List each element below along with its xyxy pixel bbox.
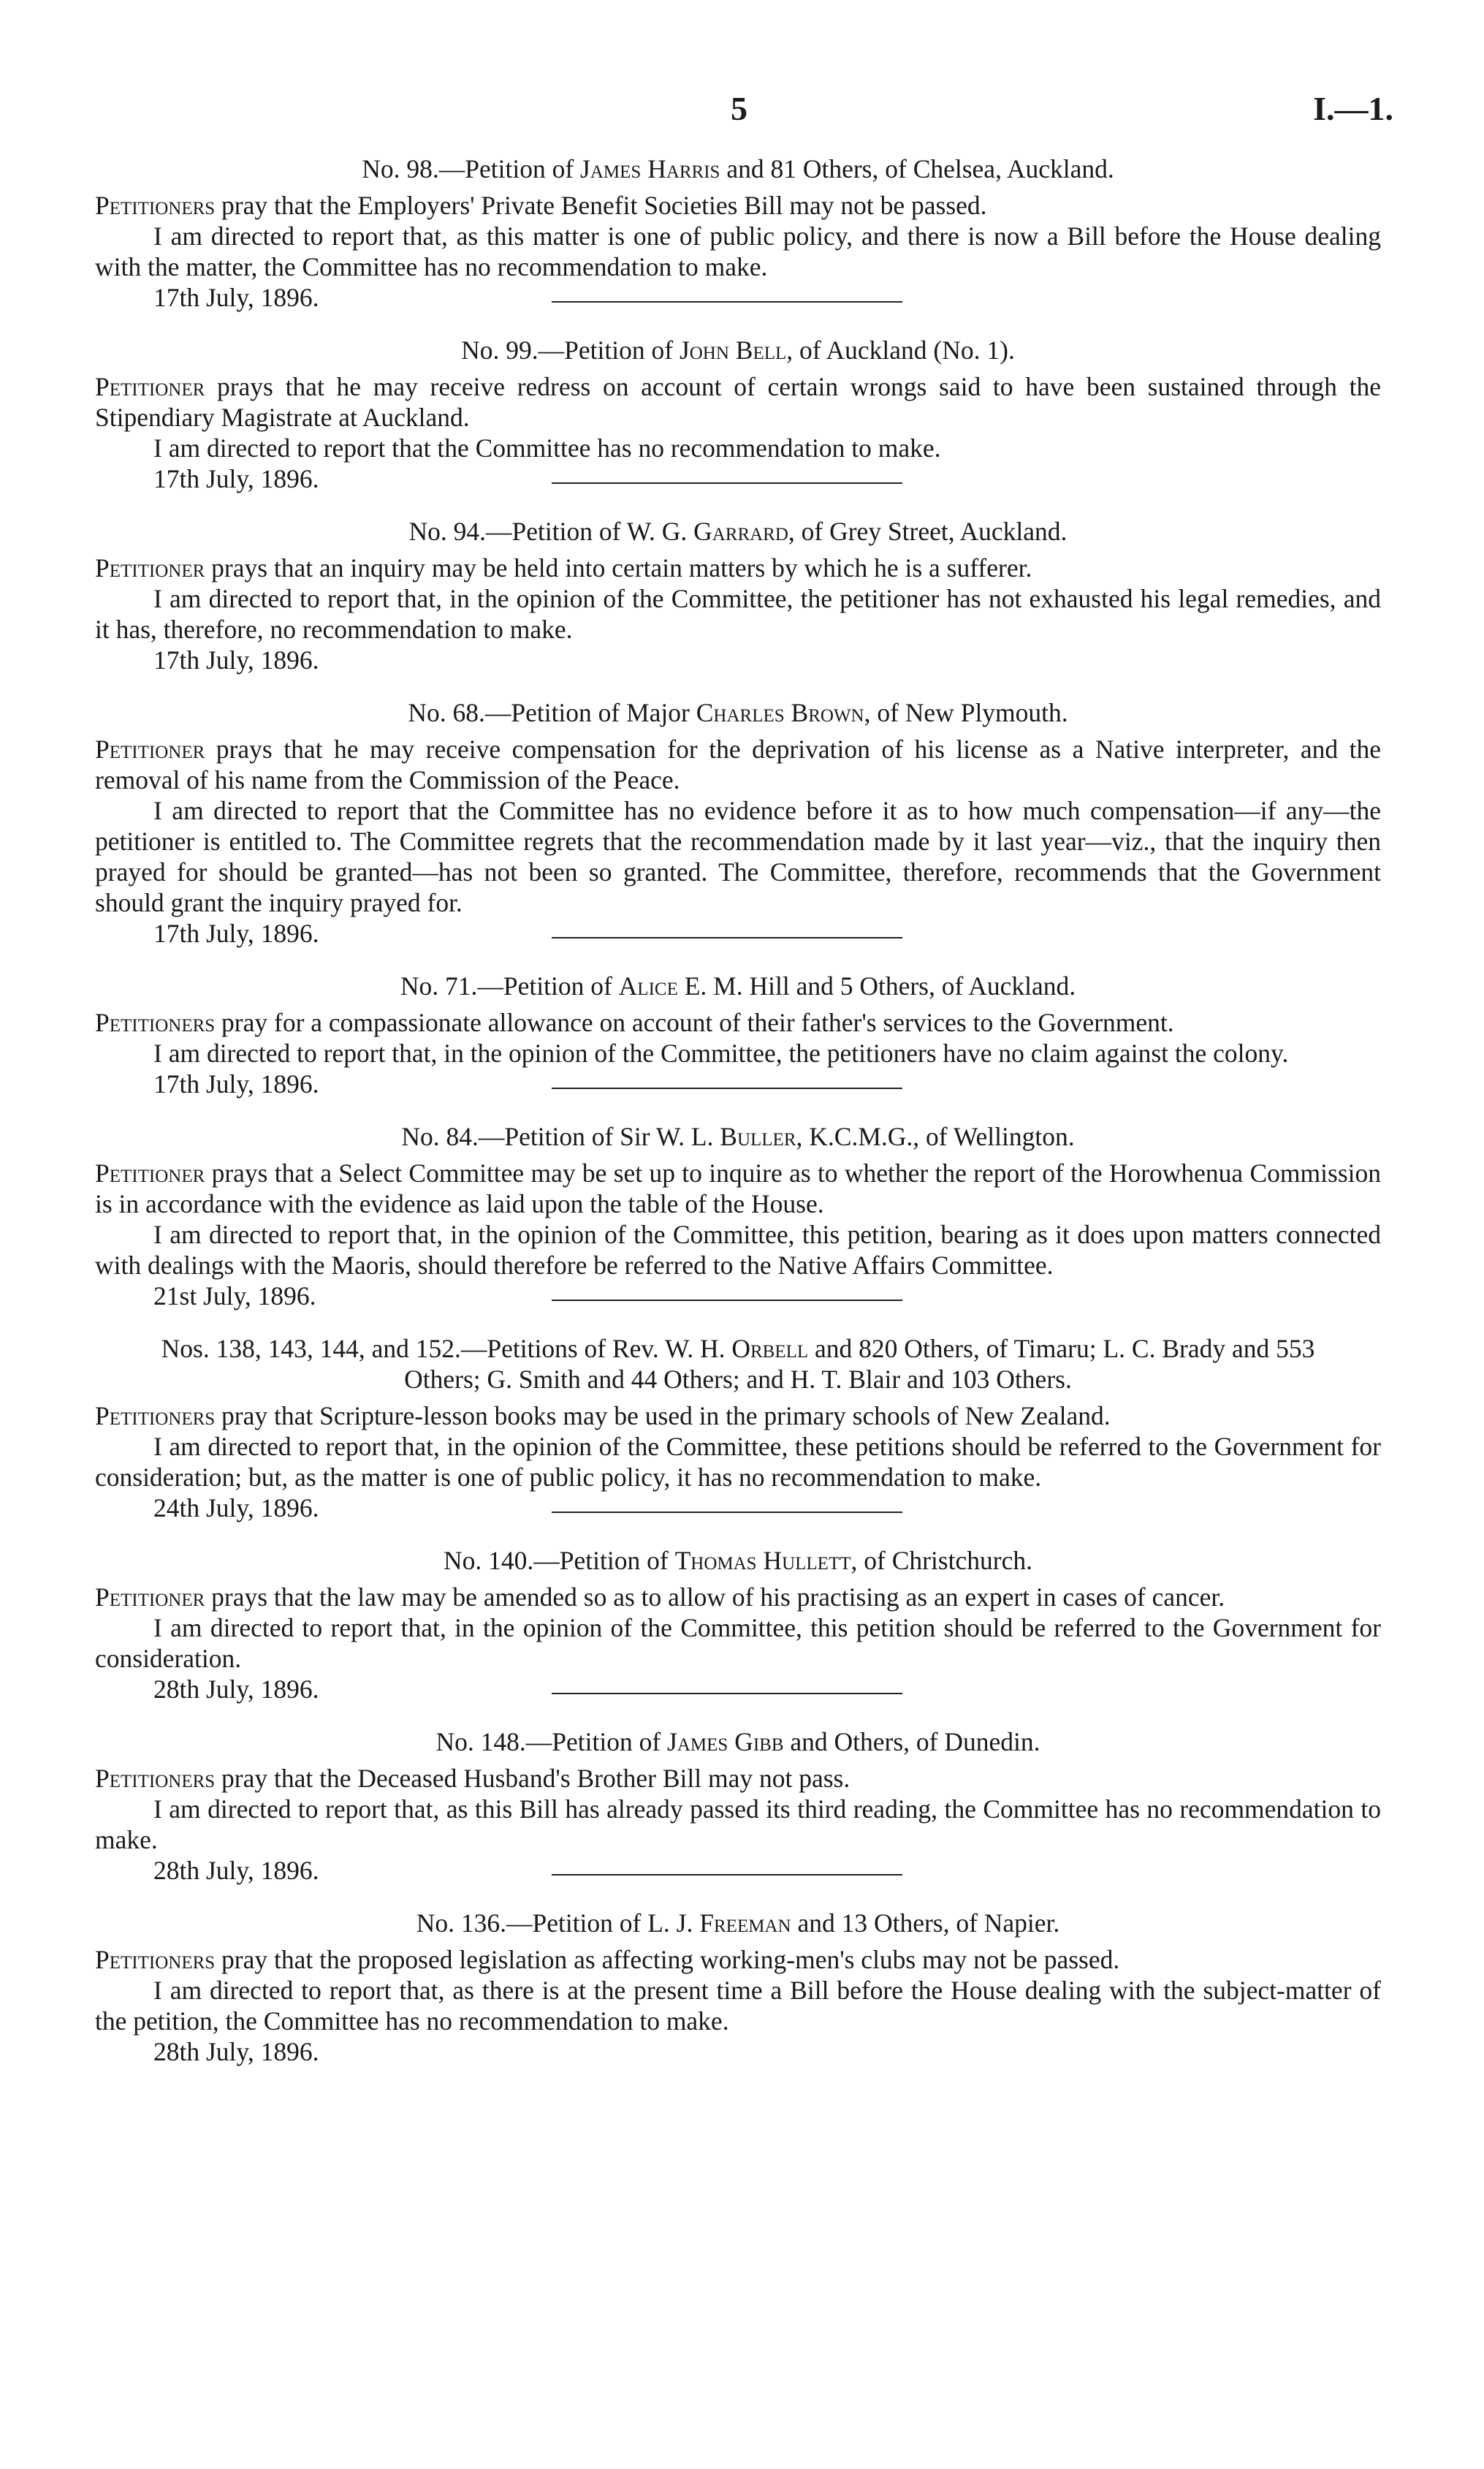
report-date: 21st July, 1896. (153, 1281, 316, 1311)
petition-prayer: Petitioners pray for a compassionate allowance on account of their father's services to the Government. (95, 1008, 1174, 1037)
paper-code: I.—1. (1313, 90, 1393, 127)
separator-rule (552, 482, 902, 484)
separator-rule (552, 937, 902, 938)
separator-rule (552, 1693, 902, 1694)
petition-title: No. 71.—Petition of Alice E. M. Hill and 5 Others, of Auckland. (400, 971, 1076, 1001)
report-date: 28th July, 1896. (153, 1856, 319, 1885)
petition-prayer: Petitioner prays that he may receive redress on account of certain wrongs said to have been sustained through the Stipendiary Magistrate at Auckland. (95, 372, 1381, 432)
petition-entry (95, 1121, 1381, 1311)
report-date: 17th July, 1896. (153, 919, 319, 948)
committee-report: I am directed to report that, as there is at the present time a Bill before the House dealing with the subject-matter of the petition, the Committee has no recommendation to make. (95, 1976, 1381, 2036)
committee-report: I am directed to report that, in the opinion of the Committee, this petition, bearing as it does upon matters connected with dealings with the Maoris, should therefore be referred to the Native Affairs Committee. (95, 1220, 1381, 1280)
petition-title: No. 99.—Petition of John Bell, of Auckland (No. 1). (461, 335, 1015, 365)
date-row (95, 1069, 1381, 1099)
petition-entry (95, 335, 1381, 494)
date-row (95, 645, 1381, 675)
petition-prayer: Petitioners pray that the Employers' Private Benefit Societies Bill may not be passed. (95, 191, 987, 220)
petition-prayer: Petitioners pray that the Deceased Husband's Brother Bill may not pass. (95, 1764, 851, 1793)
petition-title: No. 94.—Petition of W. G. Garrard, of Grey Street, Auckland. (408, 517, 1068, 546)
report-date: 17th July, 1896. (153, 464, 319, 493)
petition-entry (95, 1908, 1381, 2067)
committee-report: I am directed to report that, in the opinion of the Committee, the petitioners have no claim against the colony. (153, 1039, 1289, 1068)
petition-title: No. 68.—Petition of Major Charles Brown, of New Plymouth. (408, 698, 1068, 727)
report-date: 24th July, 1896. (153, 1493, 319, 1522)
committee-report: I am directed to report that, in the opinion of the Committee, these petitions should be referred to the Government for consideration; but, as the matter is one of public policy, it has no recommendation to make. (95, 1432, 1381, 1492)
page-number: 5 (731, 90, 747, 127)
separator-rule (552, 1088, 902, 1089)
date-row (95, 1281, 1381, 1311)
petition-entry (95, 153, 1381, 313)
report-date: 28th July, 1896. (153, 2037, 319, 2066)
petition-title: No. 148.—Petition of James Gibb and Others, of Dunedin. (435, 1727, 1040, 1756)
committee-report: I am directed to report that, as this matter is one of public policy, and there is now a Bill before the House dealing with the matter, the Committee has no recommendation to make. (95, 221, 1381, 281)
committee-report: I am directed to report that, as this Bill has already passed its third reading, the Committee has no recommendation to make. (95, 1794, 1381, 1854)
petition-entry (95, 1726, 1381, 1886)
petition-prayer: Petitioner prays that a Select Committee may be set up to inquire as to whether the report of the Horowhenua Commission is in accordance with the evidence as laid upon the table of the House. (95, 1158, 1381, 1218)
date-row (95, 463, 1381, 494)
separator-rule (552, 301, 902, 303)
petition-title: No. 84.—Petition of Sir W. L. Buller, K.C.M.G., of Wellington. (401, 1122, 1075, 1151)
petition-entry (95, 1545, 1381, 1704)
petitions-list (95, 153, 1381, 2089)
separator-rule (552, 1512, 902, 1513)
date-row (95, 282, 1381, 313)
date-row (95, 2036, 1381, 2067)
committee-report: I am directed to report that, in the opinion of the Committee, the petitioner has not exhausted his legal remedies, and it has, therefore, no recommendation to make. (95, 584, 1381, 644)
date-row (95, 1493, 1381, 1523)
date-row (95, 918, 1381, 949)
petition-entry (95, 697, 1381, 949)
petition-title: No. 98.—Petition of James Harris and 81 Others, of Chelsea, Auckland. (362, 154, 1114, 183)
petition-title: Nos. 138, 143, 144, and 152.—Petitions of Rev. W. H. Orbell and 820 Others, of Timaru; L. C. Brady and 553 Others; G. Smith and 44 Others; and H. T. Blair and 103 Others. (161, 1334, 1315, 1394)
separator-rule (552, 1874, 902, 1876)
report-date: 28th July, 1896. (153, 1675, 319, 1704)
date-row (95, 1674, 1381, 1704)
petition-prayer: Petitioners pray that the proposed legislation as affecting working-men's clubs may not be passed. (95, 1945, 1120, 1974)
petition-prayer: Petitioner prays that he may receive compensation for the deprivation of his license as a Native interpreter, and the removal of his name from the Commission of the Peace. (95, 735, 1381, 794)
committee-report: I am directed to report that the Committee has no recommendation to make. (153, 433, 941, 463)
date-row (95, 1855, 1381, 1886)
petition-entry (95, 1333, 1381, 1523)
petition-entry (95, 516, 1381, 675)
petition-entry (95, 971, 1381, 1099)
petition-prayer: Petitioner prays that an inquiry may be held into certain matters by which he is a sufferer. (95, 553, 1032, 583)
petition-title: No. 136.—Petition of L. J. Freeman and 13 Others, of Napier. (416, 1908, 1060, 1938)
petition-title: No. 140.—Petition of Thomas Hullett, of Christchurch. (444, 1546, 1032, 1575)
petition-prayer: Petitioner prays that the law may be amended so as to allow of his practising as an expert in cases of cancer. (95, 1582, 1225, 1612)
petition-prayer: Petitioners pray that Scripture-lesson books may be used in the primary schools of New Zealand. (95, 1401, 1111, 1430)
report-date: 17th July, 1896. (153, 645, 319, 675)
committee-report: I am directed to report that the Committee has no evidence before it as to how much compensation—if any—the petitioner is entitled to. The Committee regrets that the recommendation made by it last year—viz., that the inquiry then prayed for should be granted—has not been so granted. The Committee, therefore, recommends that the Government should grant the inquiry prayed for. (95, 796, 1381, 917)
separator-rule (552, 1300, 902, 1301)
report-date: 17th July, 1896. (153, 1069, 319, 1099)
report-date: 17th July, 1896. (153, 283, 319, 312)
committee-report: I am directed to report that, in the opinion of the Committee, this petition should be referred to the Government for consideration. (95, 1613, 1381, 1673)
